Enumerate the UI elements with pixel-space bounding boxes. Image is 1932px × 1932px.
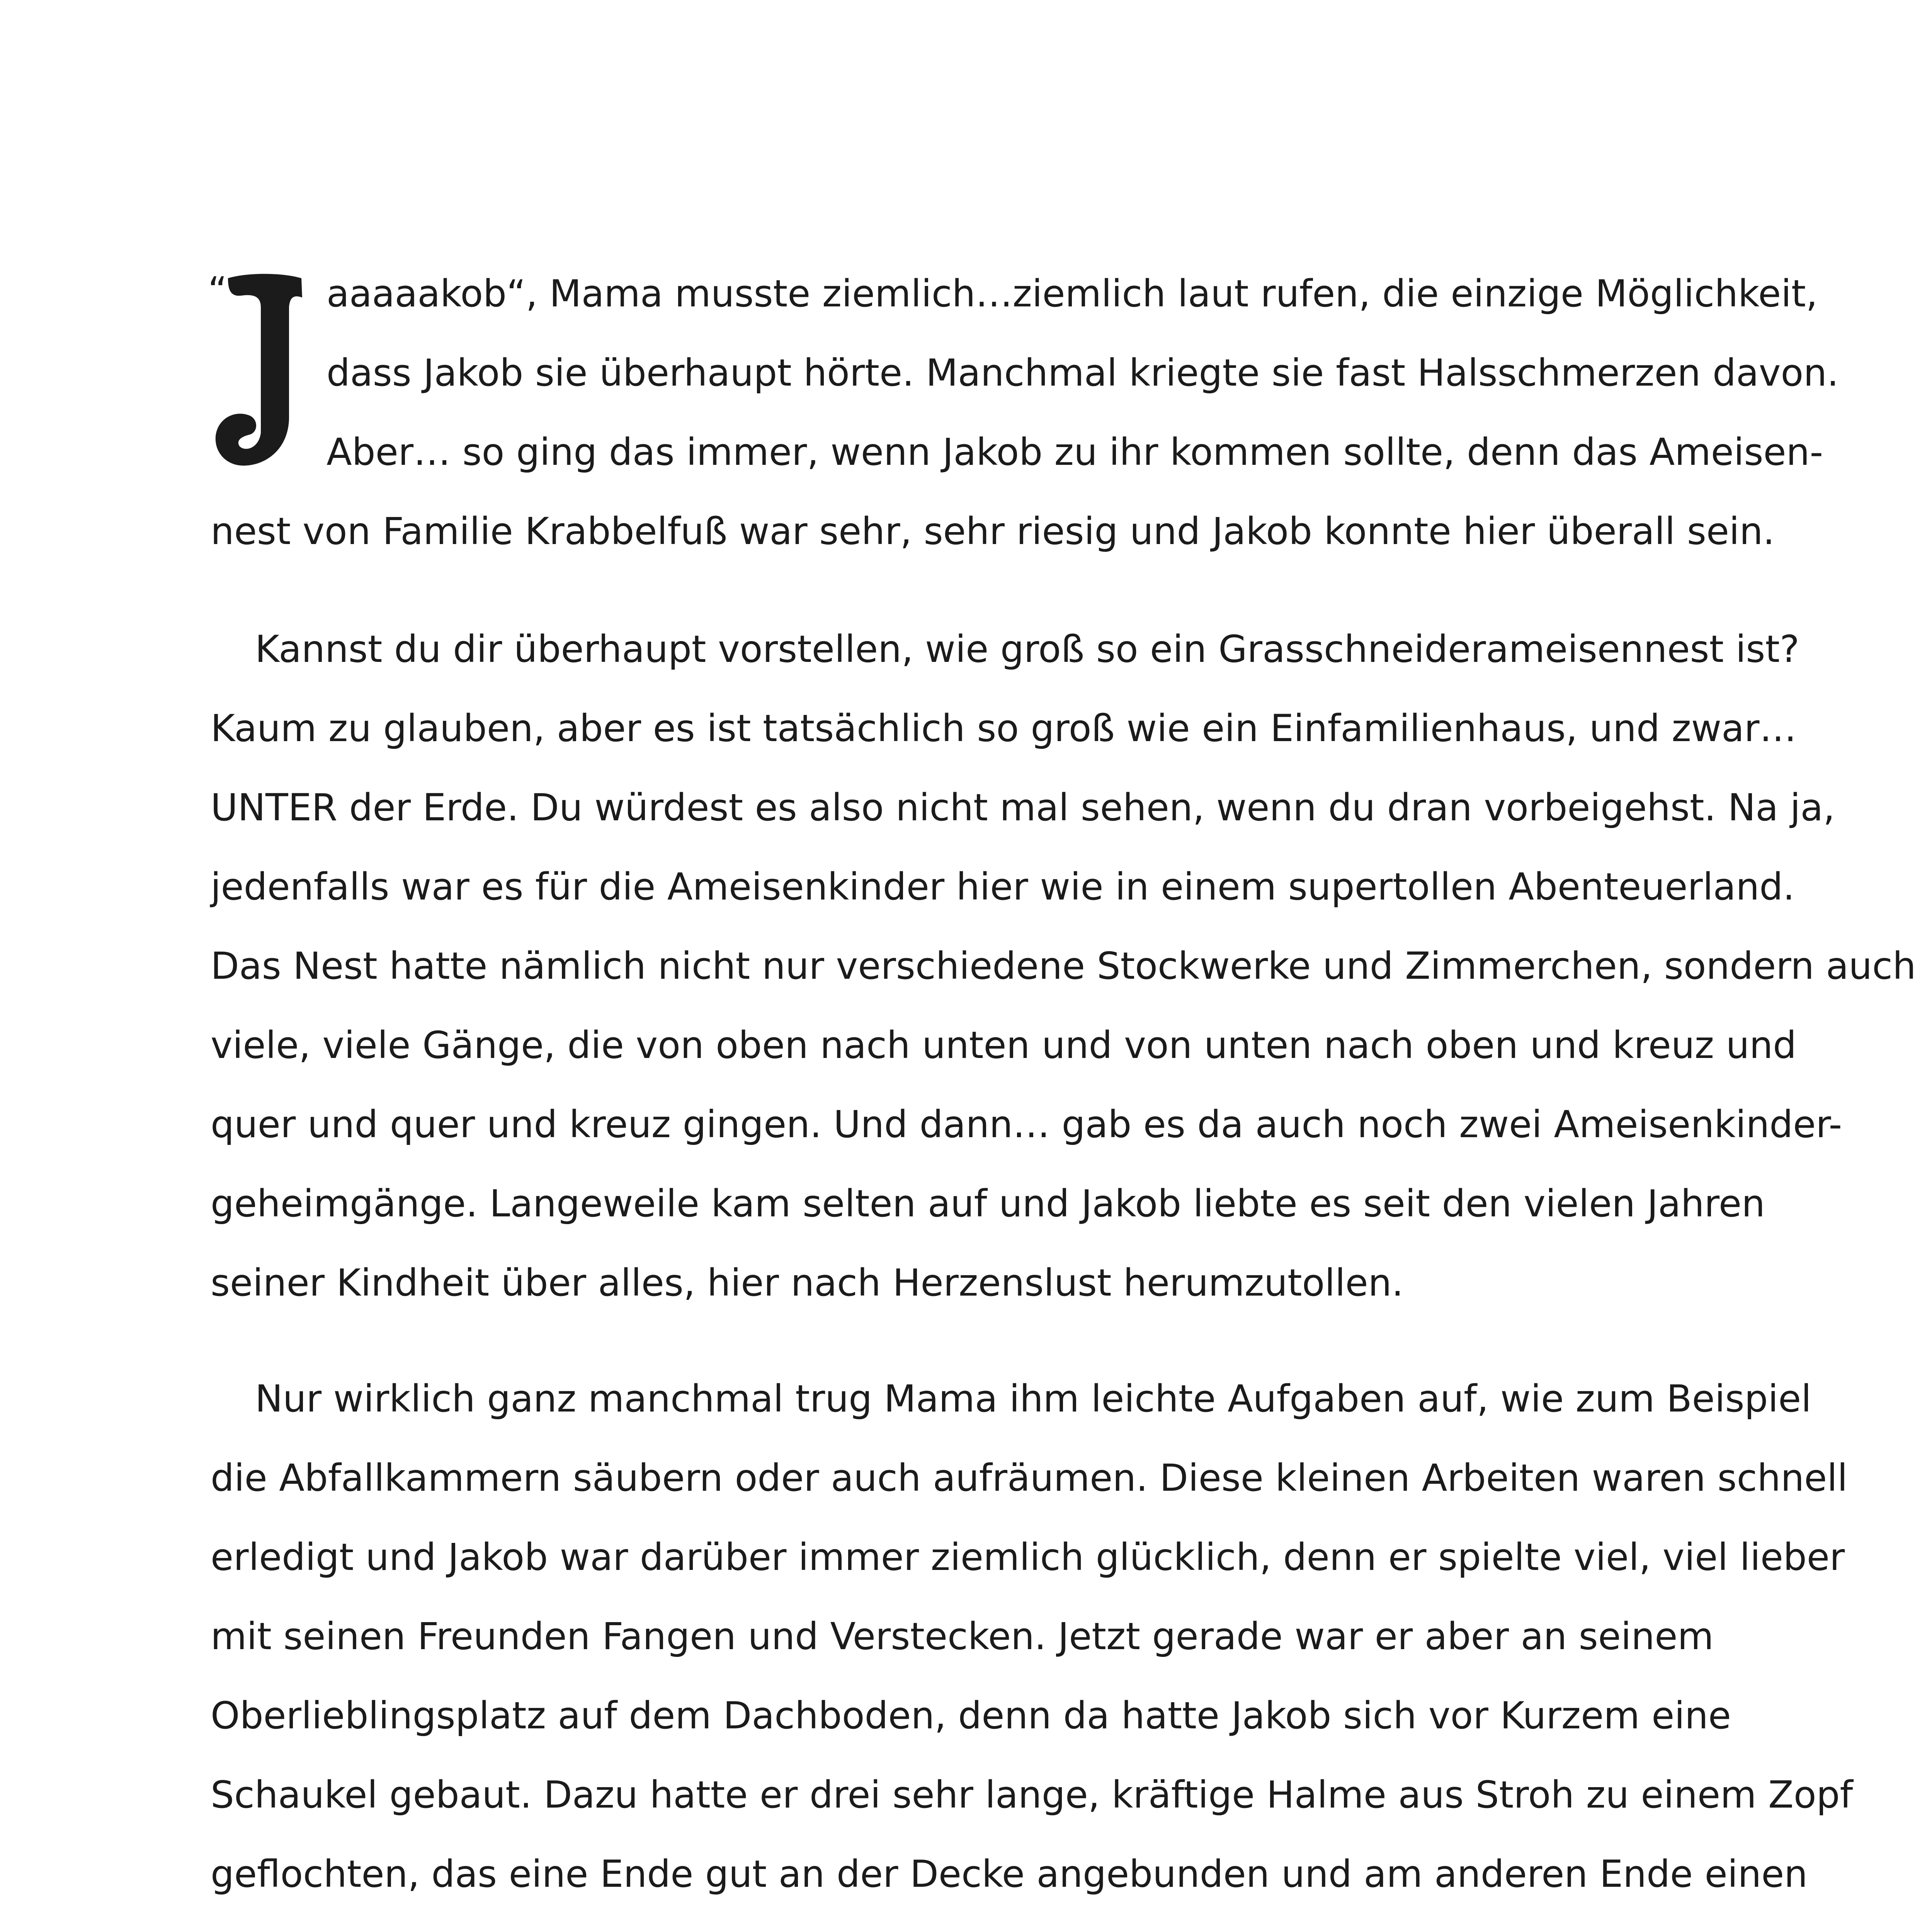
text-line — [211, 1930, 1899, 1932]
text-line: Schaukel gebaut. Dazu hatte er drei sehr lange, kräftige Halme aus Stroh zu einem Zopf — [211, 1773, 1853, 1816]
text-line: viele, viele Gänge, die von oben nach unten und von unten nach oben und kreuz und — [211, 1024, 1797, 1067]
text-line: geheimgänge. Langeweile kam selten auf und Jakob liebte es seit den vielen Jahren — [211, 1182, 1765, 1225]
text-line: seiner Kindheit über alles, hier nach Herzenslust herumzutollen. — [211, 1261, 1404, 1304]
text-line: Kannst du dir überhaupt vorstellen, wie groß so ein Grasschneiderameisennest ist? — [255, 628, 1799, 671]
text-line: aaaaakob“, Mama musste ziemlich…ziemlich laut rufen, die einzige Möglichkeit, — [327, 272, 1818, 315]
text-line: Oberlieblingsplatz auf dem Dachboden, denn da hatte Jakob sich vor Kurzem eine — [211, 1694, 1731, 1737]
text-line: quer und quer und kreuz gingen. Und dann… gab es da auch noch zwei Ameisenkinder- — [211, 1103, 1842, 1146]
drop-cap-quote: “ — [208, 269, 227, 312]
drop-cap-letter-j — [213, 270, 313, 471]
text-line: die Abfallkammern säubern oder auch aufräumen. Diese kleinen Arbeiten waren schnell — [211, 1456, 1848, 1500]
text-line: mit seinen Freunden Fangen und Verstecken. Jetzt gerade war er aber an seinem — [211, 1615, 1714, 1658]
text-line: Kaum zu glauben, aber es ist tatsächlich so groß wie ein Einfamilienhaus, und zwar… — [211, 707, 1797, 750]
text-line: jedenfalls war es für die Ameisenkinder hier wie in einem supertollen Abenteuerland. — [211, 865, 1795, 908]
text-line: UNTER der Erde. Du würdest es also nicht mal sehen, wenn du dran vorbeigehst. Na ja, — [211, 786, 1835, 829]
text-line: geflochten, das eine Ende gut an der Decke angebunden und am anderen Ende einen — [211, 1852, 1808, 1896]
text-line: nest von Familie Krabbelfuß war sehr, sehr riesig und Jakob konnte hier überall sein. — [211, 510, 1775, 553]
text-line: Das Nest hatte nämlich nicht nur verschiedene Stockwerke und Zimmerchen, sondern auch — [211, 944, 1916, 988]
text-line: Aber… so ging das immer, wenn Jakob zu ihr kommen sollte, denn das Ameisen- — [327, 430, 1823, 474]
text-line: erledigt und Jakob war darüber immer ziemlich glücklich, denn er spielte viel, viel lieber — [211, 1536, 1845, 1579]
text-line: Nur wirklich ganz manchmal trug Mama ihm leichte Aufgaben auf, wie zum Beispiel — [255, 1377, 1811, 1420]
text-line: dass Jakob sie überhaupt hörte. Manchmal kriegte sie fast Halsschmerzen davon. — [327, 351, 1839, 395]
